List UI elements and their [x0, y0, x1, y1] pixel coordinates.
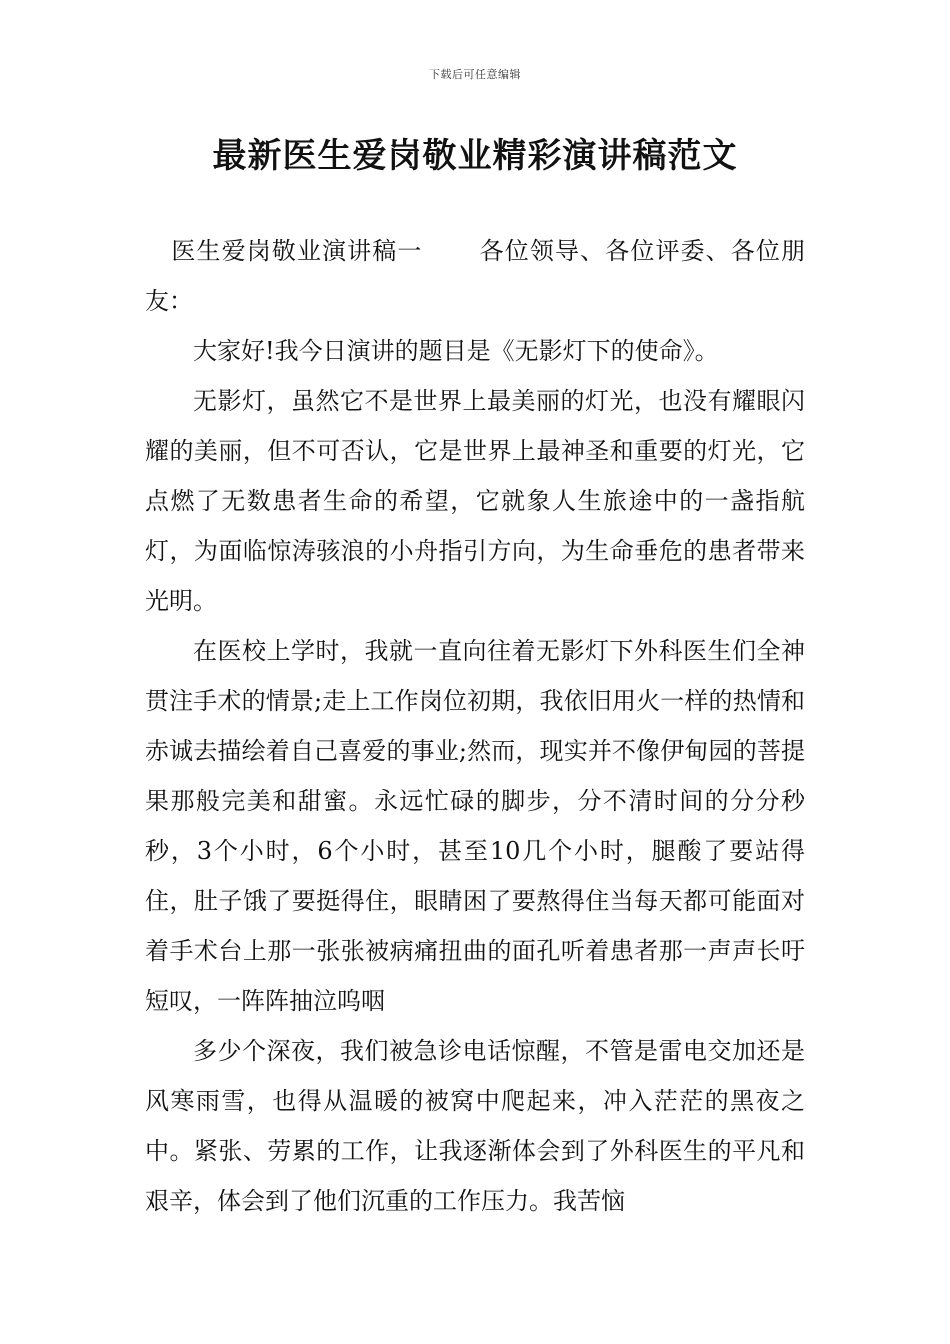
body-paragraph: 多少个深夜，我们被急诊电话惊醒，不管是雷电交加还是风寒雨雪，也得从温暖的被窝中爬起来，冲入茫茫的黑夜之中。紧张、劳累的工作，让我逐渐体会到了外科医生的平凡和艰辛，体会到了他们沉重的工作压力。我苦恼 [145, 1037, 805, 1215]
speech-heading: 医生爱岗敬业演讲稿一 [171, 237, 423, 265]
greeting-text: 各位领导、各位评委、各位朋友： [145, 237, 806, 315]
document-body [145, 226, 805, 1226]
document-title: 最新医生爱岗敬业精彩演讲稿范文 [212, 136, 738, 176]
intro-paragraph [145, 226, 805, 326]
body-paragraph: 在医校上学时，我就一直向往着无影灯下外科医生们全神贯注手术的情景;走上工作岗位初期，我依旧用火一样的热情和赤诚去描绘着自己喜爱的事业;然而，现实并不像伊甸园的菩提果那般完美和甜蜜。永远忙碌的脚步，分不清时间的分分秒秒，3个小时，6个小时，甚至10几个小时，腿酸了要站得住，肚子饿了要挺得住，眼睛困了要熬得住当每天都可能面对着手术台上那一张张被病痛扭曲的面孔听着患者那一声声长吁短叹，一阵阵抽泣呜咽 [145, 637, 805, 1015]
header-note: 下载后可任意编辑 [429, 68, 521, 81]
body-paragraph: 无影灯，虽然它不是世界上最美丽的灯光，也没有耀眼闪耀的美丽，但不可否认，它是世界上最神圣和重要的灯光，它点燃了无数患者生命的希望，它就象人生旅途中的一盏指航灯，为面临惊涛骇浪的小舟指引方向，为生命垂危的患者带来光明。 [145, 387, 805, 615]
body-paragraph: 大家好!我今日演讲的题目是《无影灯下的使命》。 [193, 337, 719, 365]
